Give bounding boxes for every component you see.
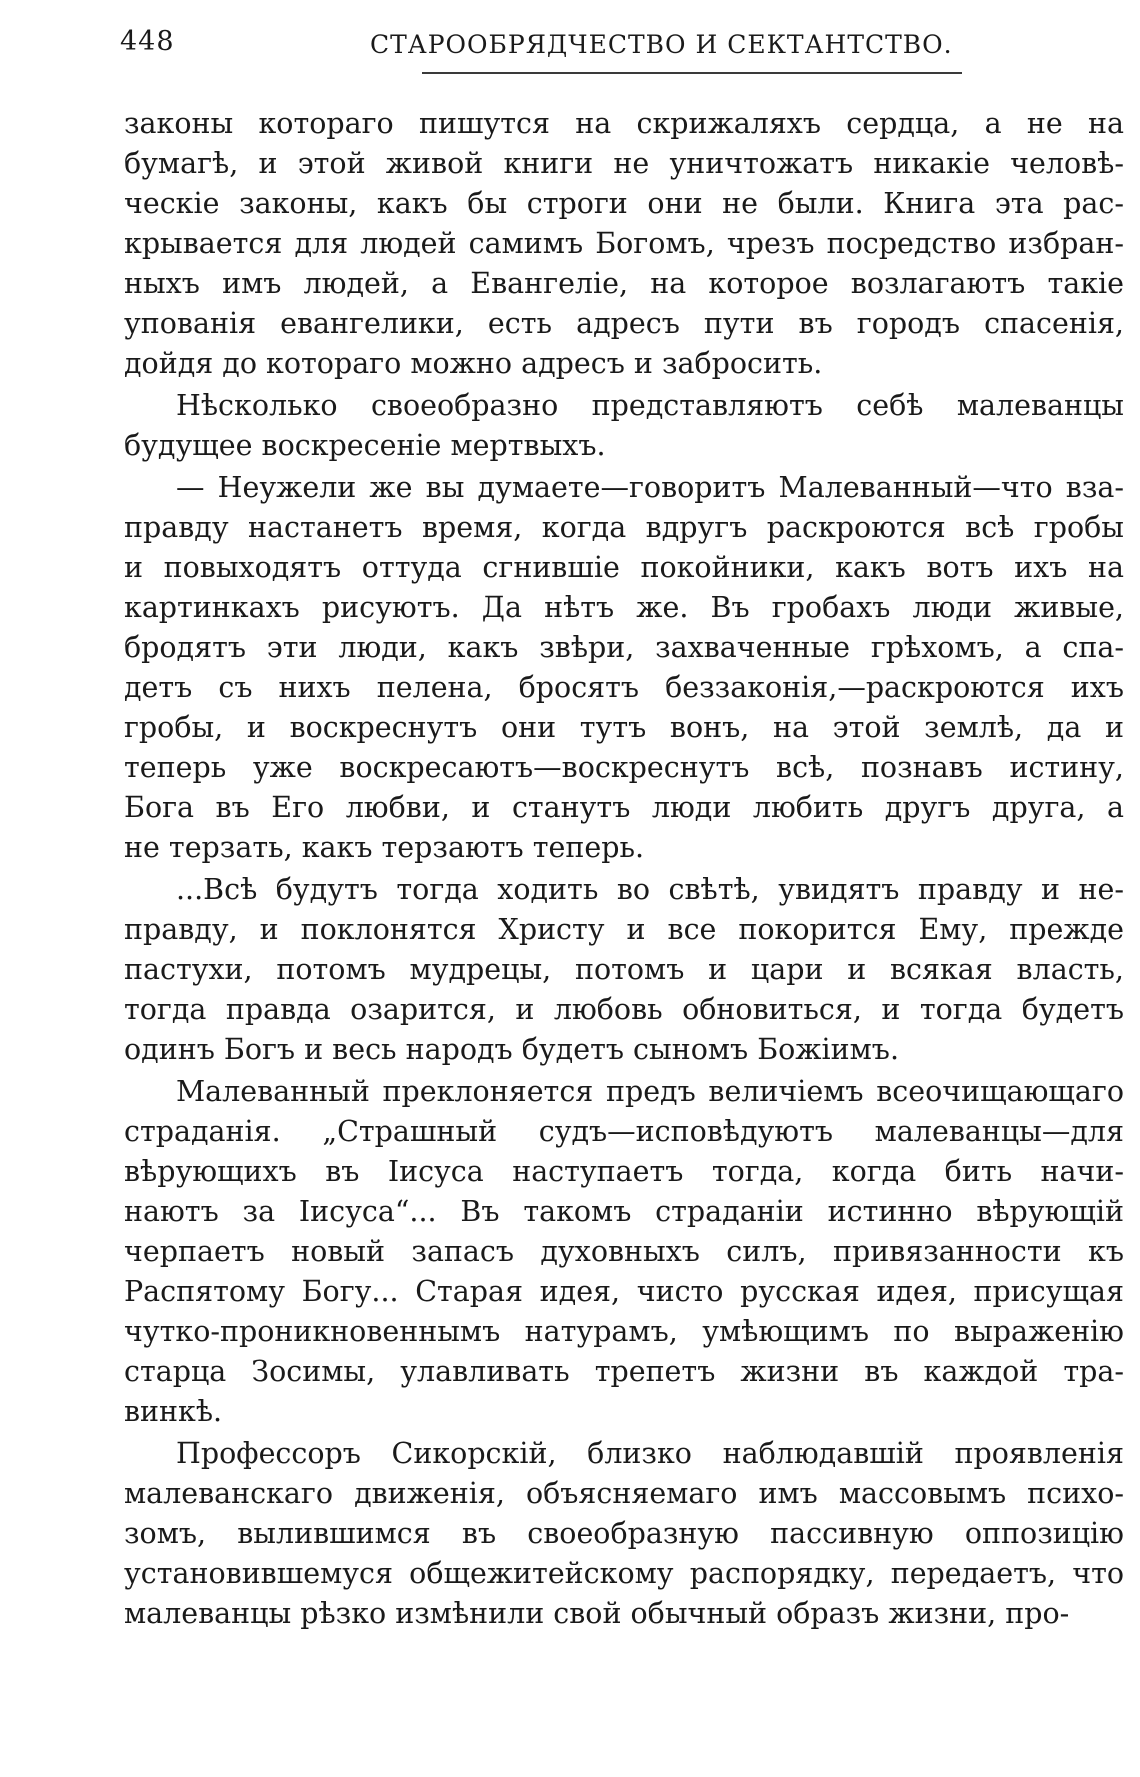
text-line: правду настанетъ время, когда вдругъ раскроются всѣ гробы bbox=[124, 511, 1124, 544]
text-line: гробы, и воскреснутъ они тутъ вонъ, на этой землѣ, да и bbox=[124, 711, 1124, 744]
text-line: и повыходятъ оттуда сгнившіе покойники, какъ вотъ ихъ на bbox=[124, 551, 1124, 584]
text-line: черпаетъ новый запасъ духовныхъ силъ, привязанности къ bbox=[124, 1235, 1124, 1268]
body-text bbox=[124, 104, 1124, 1634]
running-head: СТАРООБРЯДЧЕСТВО И СЕКТАНТСТВО. bbox=[370, 30, 953, 59]
text-line: малеванскаго движенія, объясняемаго имъ массовымъ психо- bbox=[124, 1477, 1124, 1510]
text-line: — Неужели же вы думаете—говоритъ Малеванный—что взa- bbox=[176, 471, 1124, 504]
text-line: упованія евангелики, есть адресъ пути въ городъ спасенія, bbox=[124, 307, 1124, 340]
text-line: ческіе законы, какъ бы строги они не были. Книга эта рас- bbox=[124, 187, 1124, 220]
text-line: старца Зосимы, улавливать трепетъ жизни въ каждой тра- bbox=[124, 1355, 1124, 1388]
text-line: малеванцы рѣзко измѣнили свой обычный образъ жизни, про- bbox=[124, 1597, 1070, 1630]
text-line: вѣрующихъ въ Іисуса наступаетъ тогда, когда бить начи- bbox=[124, 1155, 1124, 1188]
text-line: пастухи, потомъ мудрецы, потомъ и цари и всякая власть, bbox=[124, 953, 1124, 986]
text-line: чутко-проникновеннымъ натурамъ, умѣющимъ по выраженію bbox=[124, 1315, 1124, 1348]
text-line: установившемуся общежитейскому распорядку, передаетъ, что bbox=[124, 1557, 1124, 1590]
paragraph bbox=[124, 468, 1124, 868]
paragraph bbox=[124, 1434, 1124, 1634]
paragraph bbox=[124, 870, 1124, 1070]
text-line: Профессоръ Сикорскій, близко наблюдавшій проявленія bbox=[176, 1437, 1124, 1470]
text-line: ныхъ имъ людей, а Евангеліе, на которое возлагаютъ такіе bbox=[124, 267, 1124, 300]
text-line: Бога въ Его любви, и станутъ люди любить другъ друга, а bbox=[124, 791, 1124, 824]
text-line: бумагѣ, и этой живой книги не уничтожатъ никакіе человѣ- bbox=[124, 147, 1124, 180]
text-line: дойдя до котораго можно адресъ и забросить. bbox=[124, 347, 823, 380]
text-line: винкѣ. bbox=[124, 1395, 223, 1428]
paragraph bbox=[124, 104, 1124, 384]
page-number: 448 bbox=[120, 26, 175, 57]
text-line: одинъ Богъ и весь народъ будетъ сыномъ Божіимъ. bbox=[124, 1033, 899, 1066]
text-line: не терзать, какъ терзаютъ теперь. bbox=[124, 831, 645, 864]
paragraph bbox=[124, 1072, 1124, 1432]
text-line: бродятъ эти люди, какъ звѣри, захваченные грѣхомъ, а спа- bbox=[124, 631, 1124, 664]
text-line: Нѣсколько своеобразно представляютъ себѣ малеванцы bbox=[176, 389, 1124, 422]
text-line: ...Всѣ будутъ тогда ходить во свѣтѣ, увидятъ правду и не- bbox=[176, 873, 1124, 906]
header-rule bbox=[422, 72, 962, 74]
text-line: картинкахъ рисуютъ. Да нѣтъ же. Въ гробахъ люди живые, bbox=[124, 591, 1124, 624]
text-line: законы котораго пишутся на скрижаляхъ сердца, а не на bbox=[124, 107, 1124, 140]
text-line: будущее воскресеніе мертвыхъ. bbox=[124, 429, 606, 462]
text-line: зомъ, вылившимся въ своеобразную пассивную оппозицію bbox=[124, 1517, 1124, 1550]
text-line: крывается для людей самимъ Богомъ, чрезъ посредство избран- bbox=[124, 227, 1124, 260]
page-header bbox=[120, 22, 1120, 72]
text-line: Распятому Богу... Старая идея, чисто русская идея, присущая bbox=[124, 1275, 1124, 1308]
text-line: Малеванный преклоняется предъ величіемъ всеочищающаго bbox=[176, 1075, 1124, 1108]
text-line: правду, и поклонятся Христу и все покорится Ему, прежде bbox=[124, 913, 1124, 946]
text-line: тогда правда озарится, и любовь обновиться, и тогда будетъ bbox=[124, 993, 1124, 1026]
paragraph bbox=[124, 386, 1124, 466]
text-line: детъ съ нихъ пелена, бросятъ беззаконія,—раскроются ихъ bbox=[124, 671, 1124, 704]
text-line: теперь уже воскресаютъ—воскреснутъ всѣ, познавъ истину, bbox=[124, 751, 1124, 784]
text-line: страданія. „Страшный судъ—исповѣдуютъ малеванцы—для bbox=[124, 1115, 1124, 1148]
text-line: наютъ за Іисуса“... Въ такомъ страданіи истинно вѣрующій bbox=[124, 1195, 1124, 1228]
